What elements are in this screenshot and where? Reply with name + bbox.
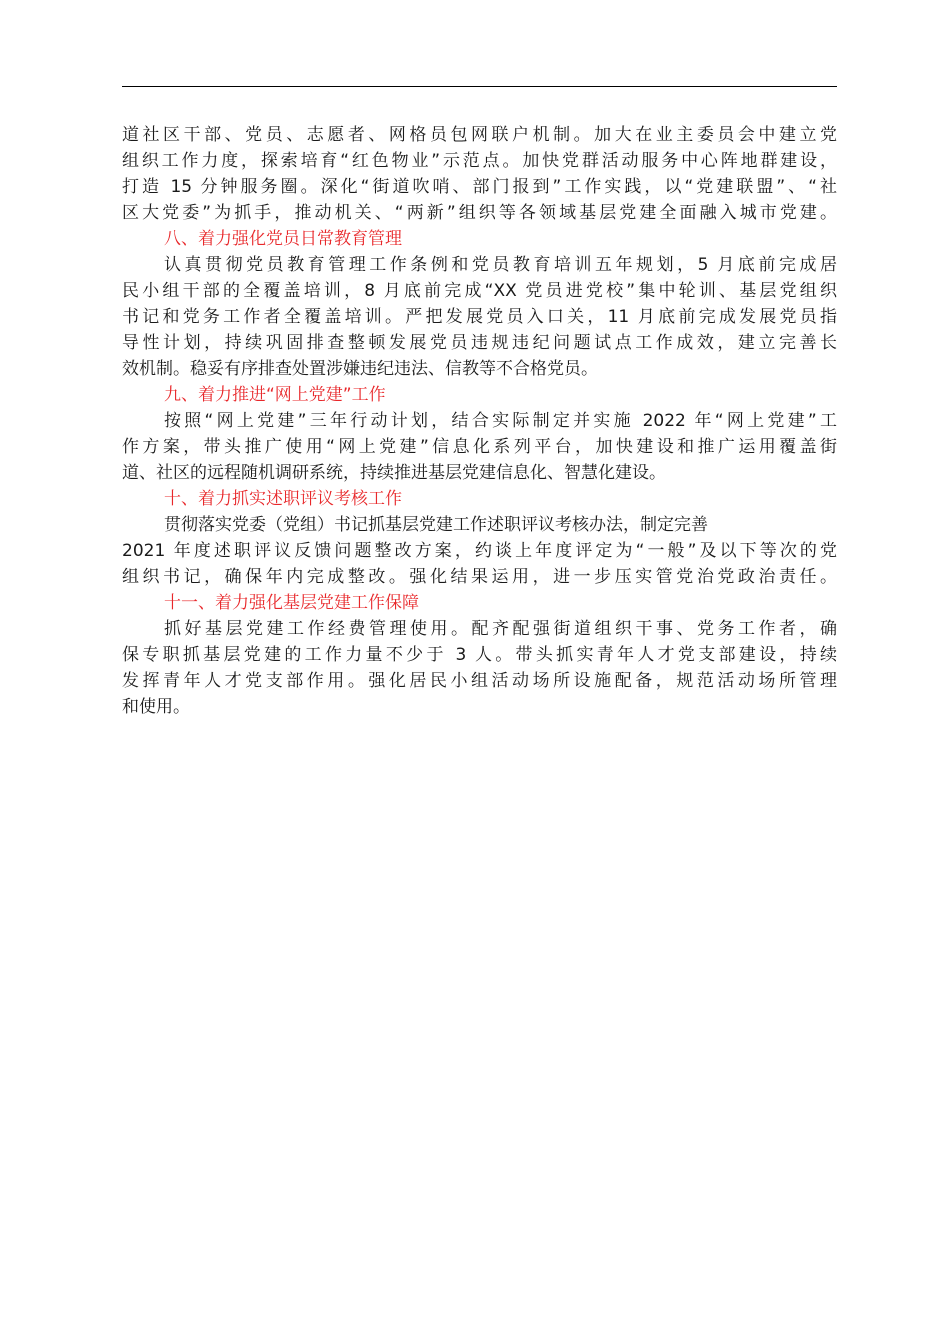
section-heading: 十、着力抓实述职评议考核工作 bbox=[164, 489, 402, 509]
paragraph-line: 贯彻落实党委（党组）书记抓基层党建工作述职评议考核办法，制定完善 bbox=[164, 515, 708, 535]
section-heading: 八、着力强化党员日常教育管理 bbox=[164, 229, 402, 249]
paragraph-line: 2021 年度述职评议反馈问题整改方案，约谈上年度评定为“一般”及以下等次的党 bbox=[122, 541, 837, 561]
paragraph-line: 区大党委”为抓手，推动机关、“两新”组织等各领域基层党建全面融入城市党建。 bbox=[122, 203, 837, 223]
paragraph-line: 抓好基层党建工作经费管理使用。配齐配强街道组织干事、党务工作者，确 bbox=[164, 619, 837, 639]
paragraph-line: 民小组干部的全覆盖培训，8 月底前完成“XX 党员进党校”集中轮训、基层党组织 bbox=[122, 281, 837, 301]
paragraph-line: 打造 15 分钟服务圈。深化“街道吹哨、部门报到”工作实践，以“党建联盟”、“社 bbox=[122, 177, 837, 197]
paragraph-line: 组织工作力度，探索培育“红色物业”示范点。加快党群活动服务中心阵地群建设， bbox=[122, 151, 837, 171]
paragraph-line: 作方案，带头推广使用“网上党建”信息化系列平台，加快建设和推广运用覆盖街 bbox=[122, 437, 837, 457]
paragraph-line: 认真贯彻党员教育管理工作条例和党员教育培训五年规划，5 月底前完成居 bbox=[164, 255, 837, 275]
paragraph-line: 组织书记，确保年内完成整改。强化结果运用，进一步压实管党治党政治责任。 bbox=[122, 567, 837, 587]
paragraph-line: 保专职抓基层党建的工作力量不少于 3 人。带头抓实青年人才党支部建设，持续 bbox=[122, 645, 837, 665]
paragraph-line: 发挥青年人才党支部作用。强化居民小组活动场所设施配备，规范活动场所管理 bbox=[122, 671, 837, 691]
paragraph-line: 按照“网上党建”三年行动计划，结合实际制定并实施 2022 年“网上党建”工 bbox=[164, 411, 837, 431]
paragraph-line: 书记和党务工作者全覆盖培训。严把发展党员入口关，11 月底前完成发展党员指 bbox=[122, 307, 837, 327]
paragraph-line: 效机制。稳妥有序排查处置涉嫌违纪违法、信教等不合格党员。 bbox=[122, 359, 598, 379]
section-heading: 十一、着力强化基层党建工作保障 bbox=[164, 593, 419, 613]
document-body bbox=[122, 122, 837, 720]
paragraph-line: 和使用。 bbox=[122, 697, 190, 717]
paragraph-line: 导性计划，持续巩固排查整顿发展党员违规违纪问题试点工作成效，建立完善长 bbox=[122, 333, 837, 353]
section-heading: 九、着力推进“网上党建”工作 bbox=[164, 385, 386, 405]
header-rule bbox=[122, 86, 837, 87]
paragraph-line: 道社区干部、党员、志愿者、网格员包网联户机制。加大在业主委员会中建立党 bbox=[122, 125, 837, 145]
paragraph-line: 道、社区的远程随机调研系统，持续推进基层党建信息化、智慧化建设。 bbox=[122, 463, 666, 483]
